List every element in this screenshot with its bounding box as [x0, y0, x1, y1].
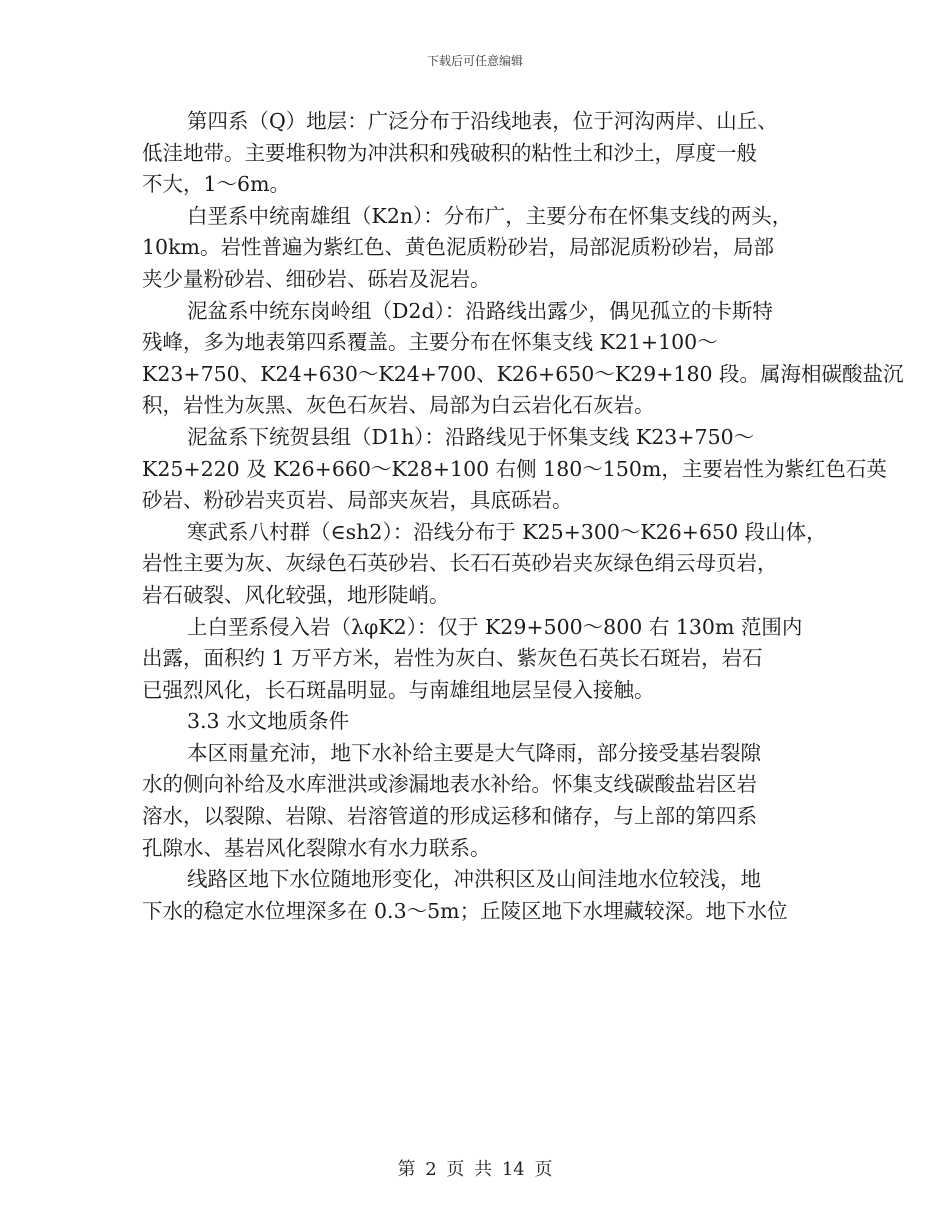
text-line: 10km。岩性普遍为紫红色、黄色泥质粉砂岩，局部泥质粉砂岩，局部 [142, 235, 774, 260]
text-line: 下水的稳定水位埋深多在 0.3～5m；丘陵区地下水埋藏较深。地下水位 [142, 898, 788, 923]
text-line: K25+220 及 K26+660～K28+100 右侧 180～150m，主要岩性为紫红色石英 [142, 456, 887, 481]
text-line: 砂岩、粉砂岩夹页岩、局部夹灰岩，具底砾岩。 [142, 488, 573, 513]
text-line: 岩石破裂、风化较强，地形陡峭。 [142, 582, 450, 607]
paragraph-devonian-donggangling [142, 296, 904, 422]
text-line: 岩性主要为灰、灰绿色石英砂岩、长石石英砂岩夹灰绿色绢云母页岩， [142, 551, 778, 576]
text-line: 本区雨量充沛，地下水补给主要是大气降雨，部分接受基岩裂隙 [187, 740, 761, 765]
text-line: 孔隙水、基岩风化裂隙水有水力联系。 [142, 835, 491, 860]
paragraph-groundwater-level [142, 864, 814, 927]
paragraph-devonian-hexian [142, 422, 887, 517]
paragraph-cretaceous-intrusive [142, 612, 814, 707]
paragraph-groundwater-recharge [142, 738, 814, 864]
paragraph-cambrian-bacun [142, 517, 827, 612]
text-line: 上白垩系侵入岩（λφK2）：仅于 K29+500～800 右 130m 范围内 [187, 614, 803, 639]
text-line: K23+750、K24+630～K24+700、K26+650～K29+180 段。属海相碳酸盐沉 [142, 361, 904, 386]
text-line: 白垩系中统南雄组（K2n）：分布广，主要分布在怀集支线的两头， [187, 203, 793, 228]
text-line: 水的侧向补给及水库泄洪或渗漏地表水补给。怀集支线碳酸盐岩区岩 [142, 772, 757, 797]
text-line: 已强烈风化，长石斑晶明显。与南雄组地层呈侵入接触。 [142, 677, 655, 702]
text-line: 泥盆系中统东岗岭组（D2d）：沿路线出露少，偶见孤立的卡斯特 [187, 298, 773, 323]
text-line: 积，岩性为灰黑、灰色石灰岩、局部为白云岩化石灰岩。 [142, 393, 655, 418]
text-line: 残峰，多为地表第四系覆盖。主要分布在怀集支线 K21+100～ [142, 330, 718, 355]
text-line: 不大，1～6m。 [142, 172, 291, 197]
section-heading-text: 3.3 水文地质条件 [187, 709, 350, 734]
text-line: 寒武系八村群（∈sh2）：沿线分布于 K25+300～K26+650 段山体， [187, 519, 827, 544]
text-line: 溶水，以裂隙、岩隙、岩溶管道的形成运移和储存，与上部的第四系 [142, 804, 757, 829]
text-line: 夹少量粉砂岩、细砂岩、砾岩及泥岩。 [142, 266, 491, 291]
page-number-footer: 第 2 页 共 14 页 [397, 1159, 553, 1180]
paragraph-quaternary [142, 106, 814, 201]
section-heading-hydrogeology [142, 706, 814, 738]
paragraph-cretaceous-nanxiong [142, 201, 814, 296]
text-line: 泥盆系下统贺县组（D1h）：沿路线见于怀集支线 K23+750～ [187, 424, 755, 449]
text-line: 出露，面积约 1 万平方米，岩性为灰白、紫灰色石英长石斑岩，岩石 [142, 646, 763, 671]
text-line: 第四系（Q）地层：广泛分布于沿线地表，位于河沟两岸、山丘、 [187, 109, 778, 133]
text-line: 低洼地带。主要堆积物为冲洪积和残破积的粘性土和沙土，厚度一般 [142, 140, 757, 165]
page-header: 下载后可任意编辑 [426, 54, 523, 68]
document-body [142, 106, 904, 927]
text-line: 线路区地下水位随地形变化，冲洪积区及山间洼地水位较浅，地 [187, 867, 761, 892]
